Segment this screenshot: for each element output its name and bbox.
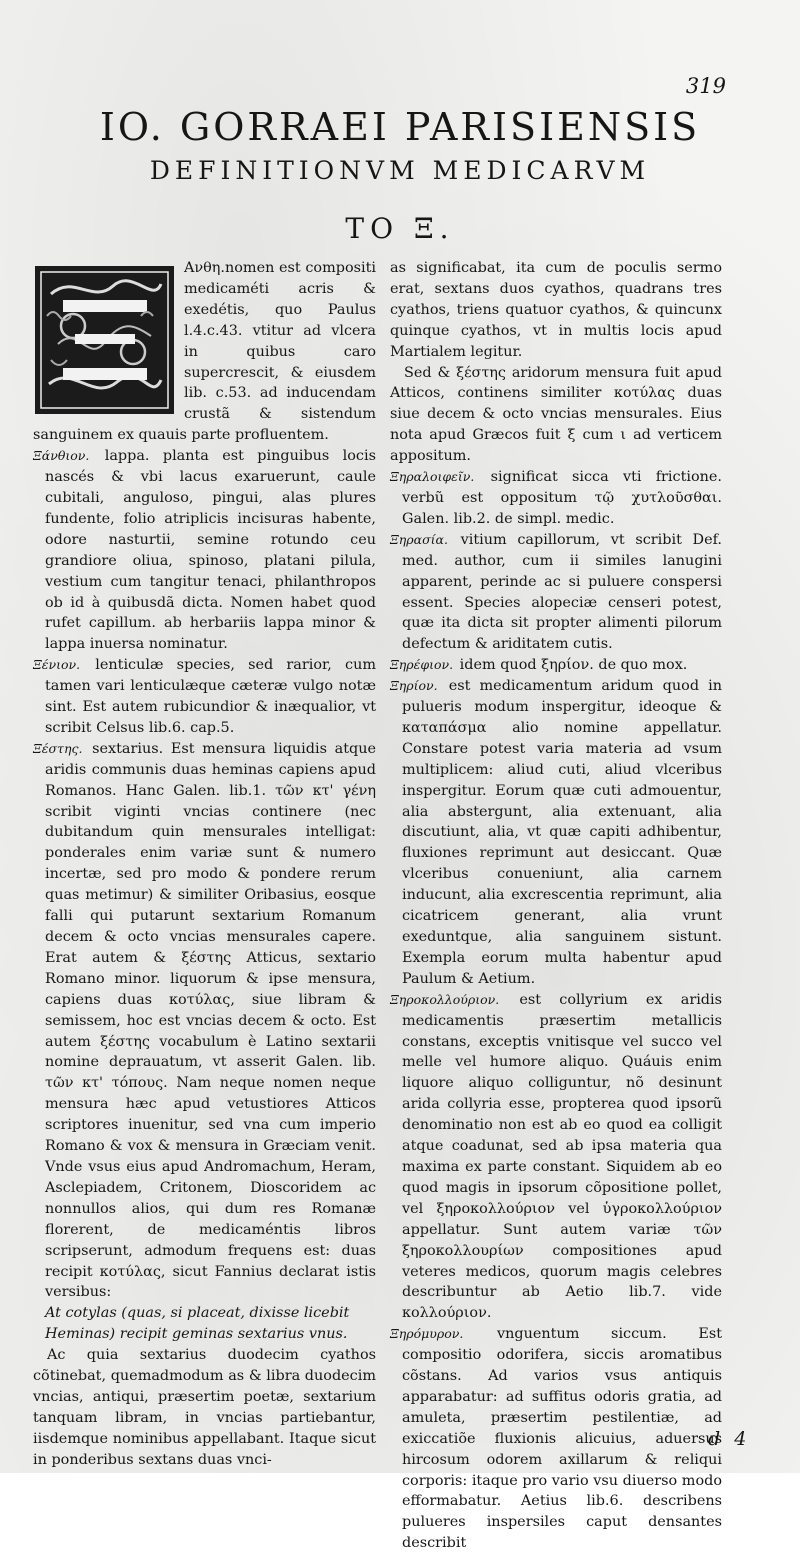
xestes-aridorum-paragraph: Sed & ξέστης aridorum mensura fuit apud Atticos, continens similiter κοτύλας duas siue decem & octo vncias mensurales. Eius nota apud Græcos fuit ξ cum ι ad verticem appositum. [390, 364, 722, 465]
entry-lemma: Ξηραλοιφεῖν. [390, 469, 475, 485]
continuation-paragraph: as significabat, ita cum de poculis sermo erat, sextans duos cyathos, quadrans tres cyathos, triens quatuor cyathos, & quincunx quinque cyathos, vt in multis locis apud Martialem legitur. [390, 260, 722, 360]
signature-mark: d 4 [708, 1428, 751, 1450]
entry-text: vitium capillorum, vt scribit Def. med. author, cum ii similes lanugini apparent, perinde ac si puluere conspersi essent. Species alopeciæ censeri potest, quæ ita dicta sit propter alimenti pilorum defectum & ariditatem cutis. [402, 531, 723, 653]
entry-text: est collyrium ex aridis medicamentis præsertim metallicis constans, exceptis vnitisque vel succo vel melle vel humore aliquo. Quáuis enim liquore aliquo colliguntur, nõ desinunt arida collyria esse, propterea quod ipsorũ denominatio non est ab eo quod ea colligit atque coadunat, sed ab ipsa materia qua maxima ex parte constant. Siquidem ab eo quod magis in ipsorum cõpositione pollet, vel ξηροκολλούριον vel ὑγροκολλούριον appellatur. Sunt autem variæ τῶν ξηροκολλουρίων compositiones apud veteres medicos, quorum magis celebres describuntur ab Aetio lib.7. vide κολλούριον. [402, 991, 723, 1322]
entry-first: Ανθη.nomen est compositi medicaméti acris & exedétis, quo Paulus l.4.c.43. vtitur ad vlcera in quibus caro supercrescit, & eiusdem lib. c.53. ad inducendam crustã & sistendum sanguinem ex quauis parte profluentem. [33, 260, 376, 444]
entry-xerokollourion [390, 990, 722, 1325]
entry-text: significat sicca vti frictione. verbũ est oppositum τῷ χυτλοῦσθαι. Galen. lib.2. de simpl. medic. [402, 469, 723, 527]
running-subtitle: DEFINITIONVM MEDICARVM [149, 156, 651, 185]
entry-xerasia [390, 530, 722, 655]
section-heading: TO Ξ. [345, 212, 455, 245]
verse-line: Heminas) recipit geminas sextarius vnus. [45, 1326, 348, 1343]
right-column [390, 258, 722, 1554]
entry-text: idem quod ξηρίον. de quo mox. [459, 657, 688, 674]
entry-lemma: Ξηρασία. [390, 531, 448, 547]
entry-lemma: Ξάνθιον. [33, 448, 90, 464]
entry-xerephion [390, 655, 722, 676]
verse-line: At cotylas (quas, si placeat, dixisse licebit [45, 1305, 350, 1322]
entry-xanthion [33, 446, 376, 655]
decorated-initial-xi-icon [33, 264, 176, 416]
entry-xerion [390, 676, 722, 990]
entry-lemma: Ξηρίον. [390, 678, 438, 694]
entry-lemma: Ξηρόμυρον. [390, 1326, 464, 1342]
entry-text: sextarius. Est mensura liquidis atque aridis communis duas heminas capiens apud Romanos. Hanc Galen. lib.1. τῶν κτ' γένη scribit viginti vncias continere (nec dubitandum quin mensurales intelligat: ponderales enim variæ sunt & numero incertæ, sed pro modo & pondere rerum quas metimur) & similiter Oribasius, eosque falli qui putarunt sextarium Romanum decem & octo vncias mensurales capere. Erat autem & ξέστης Atticus, sextario Romano minor. liquorum & ipse mensura, capiens duas κοτύλας, siue libram & semissem, hoc est vncias decem & octo. Est autem ξέστης vocabulum è Latino sextarii nomine deprauatum, vt asserit Galen. lib. τῶν κτ' τόπους. Nam neque nomen neque mensura hæc apud vetustiores Atticos scriptores inuenitur, sed vna cum imperio Romano & vox & mensura in Græciam venit. Vnde vsus eius apud Andromachum, Heram, Asclepiadem, Critonem, Dioscoridem ac nonnullos alios, qui dum res Romanæ florerent, de medicaméntis libros scripserunt, admodum frequens est: duas recipit κοτύλας, sicut Fannius declarat istis versibus: [45, 740, 376, 1301]
entry-lemma: Ξέστης. [33, 740, 83, 756]
closing-paragraph: Ac quia sextarius duodecim cyathos cõtinebat, quemadmodum as & libra duodecim vncias, antiqui, præsertim poetæ, sextarium tanquam libram, in vncias partiebantur, iisdemque nominibus appellabant. Itaque sicut in ponderibus sextans duas vnci- [33, 1347, 376, 1468]
entry-lemma: Ξηροκολλούριον. [390, 991, 500, 1007]
entry-text: est medicamentum aridum quod in pulueris modum inspergitur, ideoque & καταπάσμα alio nomine appellatur. Constare potest varia materia ad vsum multiplicem: aliud cuti, aliud vlceribus inspergitur. Eorum quæ cuti admouentur, alia abstergunt, alia extenuant, alia discutiunt, alia, vt quæ capiti adhibentur, fluxiones reprimunt aut desiccant. Quæ vlceribus conueniunt, alia carnem inducunt, alia excrescentia reprimunt, alia cicatricem generant, alia vrunt exeduntque, alia sanguinem sistunt. Exempla eorum multa habentur apud Paulum & Aetium. [402, 678, 723, 987]
entry-xestes [33, 739, 376, 1303]
entry-text: vnguentum siccum. Est compositio odorifera, siccis aromatibus cõstans. Ad varios vsus antiquis apparabatur: ad suffitus odoris gratia, ad amuleta, præsertim pestilentiæ, ad exiccatiõe fluxionis alicuius, aduersus hircosum odorem axillarum & reliqui corporis: itaque pro vario vsu diuerso modo efformabatur. Aetius lib.6. describens pulueres inspersiles caput densantes describit [402, 1326, 723, 1552]
entry-xeromyron [390, 1324, 722, 1554]
entry-text: lenticulæ species, sed rarior, cum tamen vari lenticulæque cæteræ vulgo notæ sint. Est autem rubicundior & inæqualior, vt scribit Celsus lib.6. cap.5. [45, 657, 376, 736]
entry-lemma: Ξηρέφιον. [390, 657, 454, 673]
entry-xeraloiphein [390, 467, 722, 530]
running-title: IO. GORRAEI PARISIENSIS [99, 105, 701, 149]
entry-text: lappa. planta est pinguibus locis nascés & vbi lacus exaruerunt, caule cubitali, anguloso, pingui, alas plures fundente, folio atriplicis incisuras habente, odore nasturtii, semine rotundo ceu grandiore oliua, spinoso, platani pilula, vestium cum tangitur tenaci, philanthropos ob id à quibusdã dicta. Nomen habet quod rufet capillum. ab herbariis lappa minor & lappa inuersa nominatur. [45, 448, 376, 653]
left-column [33, 258, 376, 1471]
entry-xenion [33, 655, 376, 739]
page-number: 319 [685, 74, 726, 98]
entry-lemma: Ξένιον. [33, 657, 81, 673]
